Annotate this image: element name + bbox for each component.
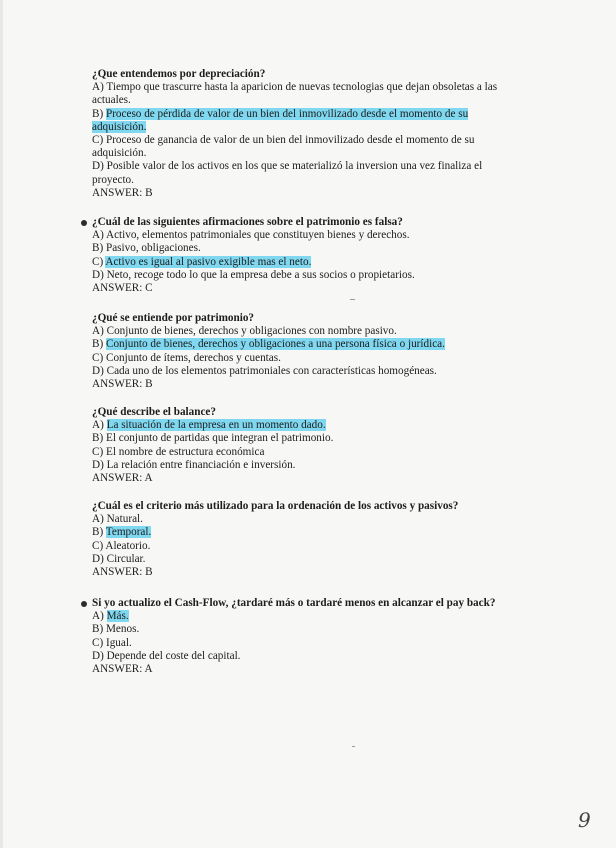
question-block-6 bbox=[92, 597, 512, 676]
question-title: ¿Cuál es el criterio más utilizado para la ordenación de los activos y pasivos? bbox=[92, 500, 459, 512]
option-c: C) Igual. bbox=[92, 636, 132, 649]
option-b bbox=[92, 526, 512, 539]
option-d: D) Depende del coste del capital. bbox=[92, 649, 241, 662]
option-a: A) Activo, elementos patrimoniales que constituyen bienes y derechos. bbox=[92, 229, 410, 242]
scan-edge bbox=[0, 0, 3, 848]
answer-line: ANSWER: B bbox=[92, 378, 153, 391]
bullet-dot bbox=[81, 220, 87, 226]
option-d: D) Posible valor de los activos en los que se materializó la inversion una vez finaliza el proyecto. bbox=[92, 160, 483, 186]
option-a bbox=[92, 419, 512, 432]
question-title: Si yo actualizo el Cash-Flow, ¿tardaré más o tardaré menos en alcanzar el pay back? bbox=[92, 597, 496, 609]
answer-line: ANSWER: B bbox=[92, 566, 153, 579]
question-block-2 bbox=[92, 216, 512, 295]
option-prefix: A) bbox=[92, 419, 107, 432]
question-title: ¿Qué se entiende por patrimonio? bbox=[92, 312, 255, 324]
option-a: A) Tiempo que trascurre hasta la aparicion de nuevas tecnologias que dejan obsoletas a las actuales. bbox=[92, 81, 498, 107]
option-c: C) Aleatorio. bbox=[92, 539, 151, 552]
scan-mark bbox=[350, 299, 355, 300]
option-a: A) Natural. bbox=[92, 513, 143, 526]
option-a: A) Conjunto de bienes, derechos y obligaciones con nombre pasivo. bbox=[92, 325, 397, 338]
option-prefix: C) bbox=[92, 255, 106, 268]
highlighted-answer: Conjunto de bienes, derechos y obligaciones a una persona física o jurídica. bbox=[105, 338, 445, 351]
page-number: 9 bbox=[578, 808, 591, 832]
option-c: C) El nombre de estructura económica bbox=[92, 445, 265, 458]
highlighted-answer: Más. bbox=[106, 610, 129, 623]
option-c bbox=[92, 256, 512, 269]
highlighted-answer: Proceso de pérdida de valor de un bien del inmovilizado desde el momento de su adquisición. bbox=[92, 107, 469, 133]
option-b: B) Pasivo, obligaciones. bbox=[92, 242, 201, 255]
option-prefix: B) bbox=[92, 526, 106, 539]
question-block-4 bbox=[92, 406, 512, 485]
option-prefix: B) bbox=[92, 107, 106, 120]
option-d: D) Cada uno de los elementos patrimoniales con características homogéneas. bbox=[92, 364, 437, 377]
option-b bbox=[92, 108, 512, 134]
highlighted-answer: Activo es igual al pasivo exigible mas el neto. bbox=[105, 255, 312, 268]
question-title: ¿Cuál de las siguientes afirmaciones sobre el patrimonio es falsa? bbox=[92, 216, 403, 228]
highlighted-answer: Temporal. bbox=[105, 526, 152, 539]
option-c: C) Conjunto de ítems, derechos y cuentas. bbox=[92, 351, 281, 364]
question-title: ¿Que entendemos por depreciación? bbox=[92, 68, 266, 80]
question-block-5 bbox=[92, 500, 512, 579]
option-b: B) Menos. bbox=[92, 623, 140, 636]
answer-line: ANSWER: A bbox=[92, 663, 153, 676]
answer-line: ANSWER: C bbox=[92, 282, 153, 295]
scan-mark bbox=[352, 746, 355, 747]
question-block-3 bbox=[92, 312, 512, 391]
option-prefix: B) bbox=[92, 338, 106, 351]
question-block-1 bbox=[92, 68, 512, 200]
option-prefix: A) bbox=[92, 610, 107, 623]
answer-line: ANSWER: A bbox=[92, 472, 153, 485]
option-d: D) La relación entre financiación e inversión. bbox=[92, 458, 296, 471]
option-b bbox=[92, 338, 512, 351]
option-d: D) Circular. bbox=[92, 552, 146, 565]
question-title: ¿Qué describe el balance? bbox=[92, 406, 216, 418]
bullet-dot bbox=[81, 601, 87, 607]
option-d: D) Neto, recoge todo lo que la empresa debe a sus socios o propietarios. bbox=[92, 268, 415, 281]
option-b: B) El conjunto de partidas que integran el patrimonio. bbox=[92, 432, 334, 445]
option-c: C) Proceso de ganancia de valor de un bien del inmovilizado desde el momento de su adquisición. bbox=[92, 134, 475, 160]
highlighted-answer: La situación de la empresa en un momento dado. bbox=[106, 419, 326, 432]
option-a bbox=[92, 610, 512, 623]
answer-line: ANSWER: B bbox=[92, 186, 153, 199]
